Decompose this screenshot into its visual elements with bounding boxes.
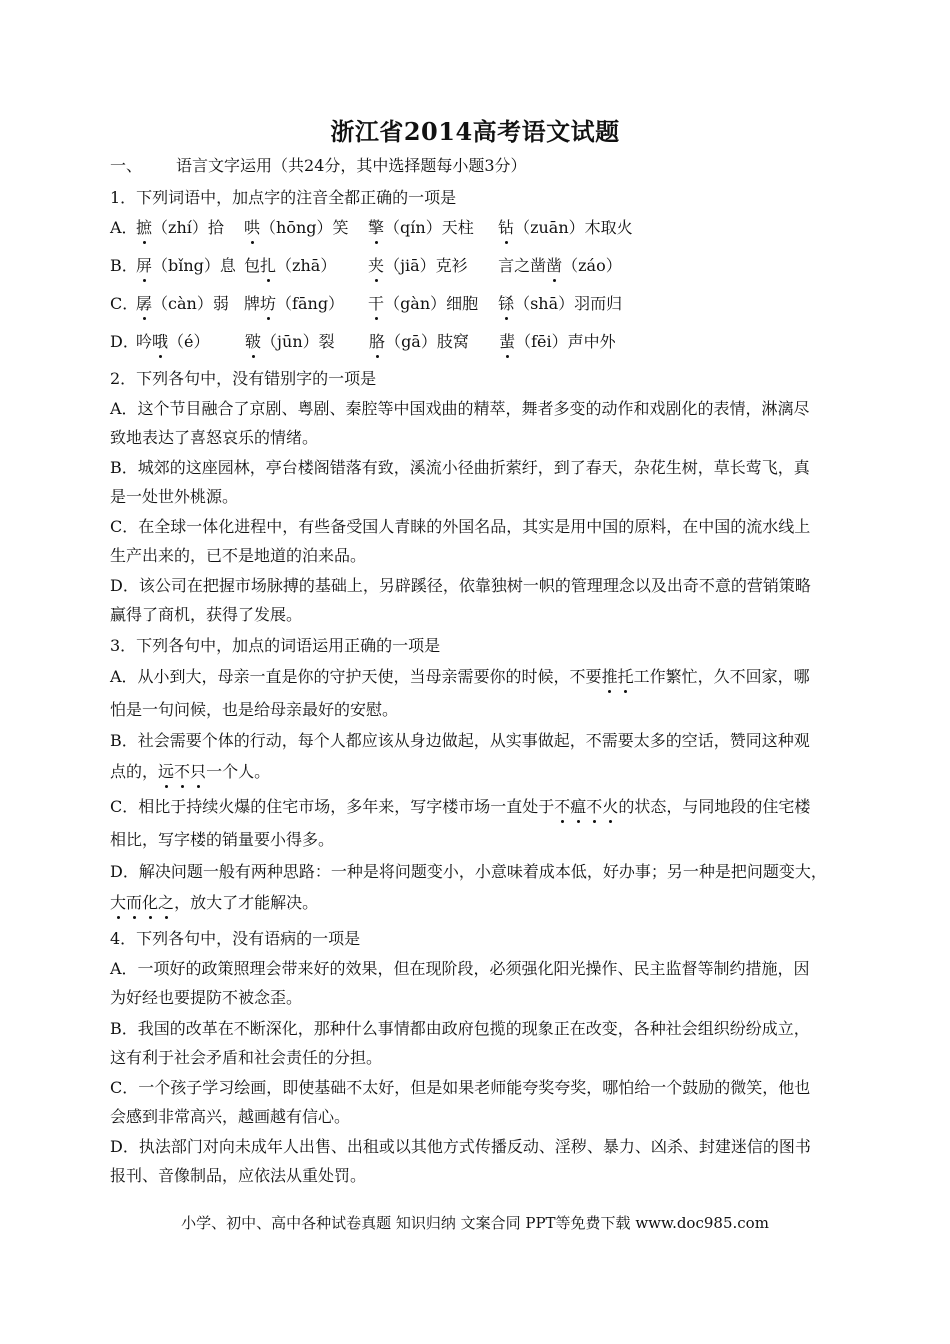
q1-option-d: D．吟哦（é） 皲（jūn）裂 胳（gā）肢窝 蜚（fēi）声中外 [110,332,616,351]
dotted-char: 哦 [152,332,169,351]
q3-option-c-line1: C．相比于持续火爆的住宅市场，多年来，写字楼市场一直处于不瘟不火的状态，与同地段的住宅楼 [110,797,811,816]
question-4-stem: 4．下列各句中，没有语病的一项是 [110,929,361,948]
q3-option-d-line1: D．解决问题一般有两种思路：一种是将问题变小，小意味着成本低，好办事；另一种是把问题变大， [110,862,827,881]
q4-option-a-line1: A．一项好的政策照理会带来好的效果，但在现阶段，必须强化阳光操作、民主监督等制约措施，因 [110,959,810,978]
dotted-char: 托 [617,667,634,686]
q1-option-b: B．屏（bǐng）息 包扎（zhā） 夹（jiā）克衫 言之凿凿（záo） [110,256,622,275]
dotted-char: 屏 [136,256,153,275]
dotted-char: 而 [126,893,143,912]
page-title: 浙江省2014高考语文试题 [330,117,620,146]
q4-option-b-line1: B．我国的改革在不断深化，那种什么事情都由政府包揽的现象正在改变，各种社会组织纷纷成立， [110,1019,810,1038]
dotted-word [158,762,206,782]
dotted-char: 不 [554,797,571,816]
dotted-char: 化 [142,893,159,912]
q4-option-c-line1: C．一个孩子学习绘画，即使基础不太好，但是如果老师能夸奖夸奖，哪怕给一个鼓励的微笑，他也 [110,1078,811,1097]
dotted-char: 推 [601,667,618,686]
q3-option-a-line1: A．从小到大，母亲一直是你的守护天使，当母亲需要你的时候，不要推托工作繁忙，久不回家，哪 [110,667,810,686]
q4-option-b-line2: 这有利于社会矛盾和社会责任的分担。 [110,1048,383,1067]
question-1-stem: 1．下列词语中，加点字的注音全都正确的一项是 [110,188,457,207]
dotted-char: 不 [174,762,191,781]
dotted-char: 瘟 [570,797,587,816]
q2-option-d-line2: 赢得了商机，获得了发展。 [110,605,303,624]
dotted-char: 坊 [260,294,277,313]
q4-option-d-line2: 报刊、音像制品，应依法从重处罚。 [110,1166,367,1185]
section-heading [110,156,850,176]
dotted-char: 摭 [136,218,153,237]
q2-option-d-line1: D．该公司在把握市场脉搏的基础上，另辟蹊径，依靠独树一帜的管理理念以及出奇不意的营销策略 [110,576,811,595]
dotted-char: 扎 [260,256,277,275]
q2-option-b-line2: 是一处世外桃源。 [110,487,239,506]
dotted-word [554,797,618,817]
section-title: 语言文字运用（共24分，其中选择题每小题3分） [176,156,527,175]
q3-option-c-line2: 相比，写字楼的销量要小得多。 [110,830,335,849]
dotted-char: 干 [368,294,385,313]
q1-option-a: A．摭（zhí）拾 哄（hōng）笑 擎（qín）天柱 钻（zuān）木取火 [110,218,633,237]
q2-option-c-line1: C．在全球一体化进程中，有些备受国人青睐的外国名品，其实是用中国的原料，在中国的流水线上 [110,517,811,536]
q4-option-c-line2: 会感到非常高兴，越画越有信心。 [110,1107,351,1126]
dotted-char: 蜚 [499,332,516,351]
q3-option-b-line2: 点的，远不只一个人。 [110,762,271,781]
q2-option-b-line1: B．城郊的这座园林，亭台楼阁错落有致，溪流小径曲折萦纡，到了春天，杂花生树，草长莺飞，真 [110,458,810,477]
dotted-char: 不 [586,797,603,816]
q1-option-c: C．孱（càn）弱 牌坊（fāng） 干（gàn）细胞 铩（shā）羽而归 [110,294,623,313]
dotted-char: 远 [158,762,175,781]
dotted-word [110,893,174,913]
dotted-char: 大 [110,893,127,912]
dotted-char: 钻 [498,218,515,237]
dotted-char: 胳 [369,332,386,351]
dotted-char: 只 [190,762,207,781]
q3-option-d-line2: 大而化之，放大了才能解决。 [110,893,319,912]
page-footer: 小学、初中、高中各种试卷真题 知识归纳 文案合同 PPT等免费下载 www.doc985.com [181,1214,769,1232]
dotted-word [602,667,634,686]
q3-option-b-line1: B．社会需要个体的行动，每个人都应该从身边做起，从实事做起，不需要太多的空话，赞同这种观 [110,731,810,750]
dotted-char: 之 [158,893,175,912]
dotted-char: 夹 [368,256,385,275]
dotted-char: 凿 [546,256,563,275]
q4-option-d-line1: D．执法部门对向未成年人出售、出租或以其他方式传播反动、淫秽、暴力、凶杀、封建迷信的图书 [110,1137,811,1156]
q3-option-a-line2: 怕是一句问候，也是给母亲最好的安慰。 [110,700,399,719]
dotted-char: 哄 [244,218,261,237]
dotted-char: 皲 [245,332,262,351]
q4-option-a-line2: 为好经也要提防不被念歪。 [110,988,303,1007]
dotted-char: 擎 [368,218,385,237]
q2-option-c-line2: 生产出来的，已不是地道的泊来品。 [110,546,367,565]
dotted-char: 铩 [498,294,515,313]
dotted-char: 火 [602,797,619,816]
section-number: 一、 [110,156,143,175]
dotted-char: 孱 [136,294,153,313]
q2-option-a-line2: 致地表达了喜怒哀乐的情绪。 [110,428,319,447]
question-3-stem: 3．下列各句中，加点的词语运用正确的一项是 [110,636,441,655]
q2-option-a-line1: A．这个节目融合了京剧、粤剧、秦腔等中国戏曲的精萃，舞者多变的动作和戏剧化的表情，淋漓尽 [110,399,810,418]
question-2-stem: 2．下列各句中，没有错别字的一项是 [110,369,377,388]
